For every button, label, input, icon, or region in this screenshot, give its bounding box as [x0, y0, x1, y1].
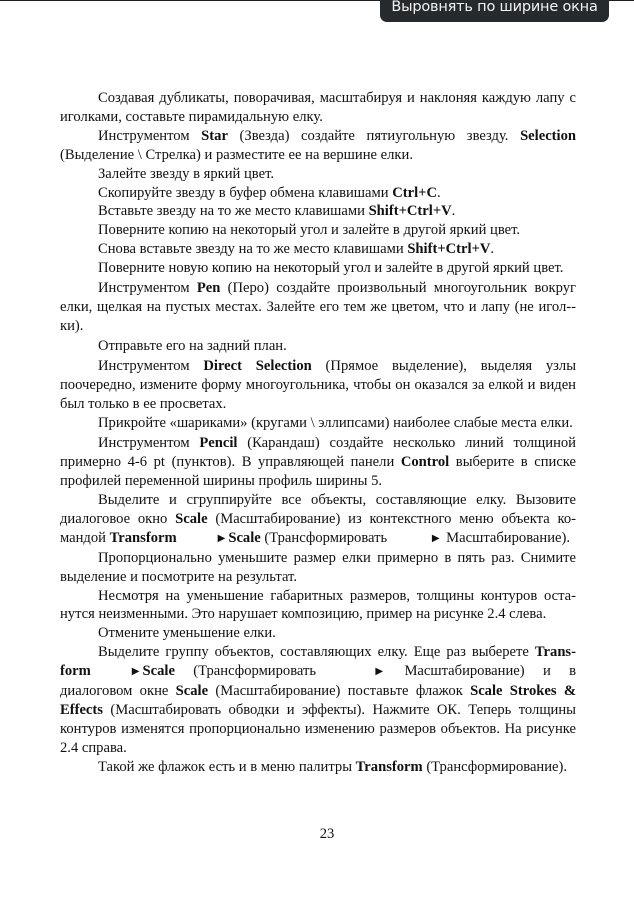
menu-arrow-icon: ▶ [375, 666, 384, 678]
paragraph: Поверните копию на некоторый угол и залейте в другой яркий цвет. [98, 222, 521, 239]
paragraph: Инструментом Pencil (Карандаш) создайте несколько линий толщиной примерно 4-6 pt (пунктов). В управляющей панели Control выберите в списке профилей переменной ширины профиль ширины 5. [60, 435, 577, 490]
menu-arrow-icon: ▶ [431, 532, 440, 544]
bold-term: Transform [109, 529, 177, 546]
menu-arrow-icon: ▶ [217, 532, 226, 544]
paragraph: Поверните новую копию на некоторый угол и залейте в другой яркий цвет. [98, 260, 564, 277]
bold-term: Scale [175, 510, 208, 527]
bold-term: Selection [520, 127, 576, 144]
bold-term: Direct Selection [203, 357, 312, 374]
bold-term: Transform [355, 758, 423, 775]
bold-term: Scale [228, 529, 261, 546]
bold-term: Control [400, 454, 450, 471]
paragraph: Выделите и сгруппируйте все объекты, составляющие елку. Вызовите диалоговое окно Scale (Масштабирование) из контекстного меню объекта командой Transform ▶ Scale (Трансформировать ▶ Масштабирование). [60, 491, 576, 549]
paragraph: Прикройте «шариками» (кругами \ эллипсами) наиболее слабые места елки. [98, 415, 573, 432]
paragraph: Инструментом Star (Звезда) создайте пятиугольную звезду. Selection (Выделение \ Стрелка) и разместите ее на вершине елки. [60, 127, 576, 163]
bold-term: Pen [196, 280, 221, 297]
bold-term: Transform [60, 644, 576, 680]
bold-term: Ctrl+C [392, 184, 438, 201]
paragraph: Снова вставьте звезду на то же место клавишами Shift+Ctrl+V. [98, 241, 495, 258]
paragraph: Отправьте его на задний план. [98, 337, 287, 354]
bold-term: Shift+Ctrl+V [368, 203, 452, 220]
bold-term: Scale [142, 663, 175, 680]
paragraph: Скопируйте звезду в буфер обмена клавишами Ctrl+C. [98, 184, 441, 201]
bold-term: Shift+Ctrl+V [407, 241, 491, 258]
fit-width-tooltip: Выровнять по ширине окна [380, 0, 609, 22]
paragraph: Залейте звезду в яркий цвет. [98, 165, 275, 182]
paragraph: Отмените уменьшение елки. [98, 625, 276, 642]
page-number: 23 [319, 826, 335, 842]
document-page-body [60, 89, 576, 777]
paragraph: Инструментом Direct Selection (Прямое выделение), выделяя узлы поочередно, измените форму многоугольника, чтобы он оказался за елкой и виден был только в ее просветах. [60, 357, 577, 412]
paragraph: Выделите группу объектов, составляющих елку. Еще раз выберете Transform ▶ Scale (Трансформировать ▶ Масштабирование) и в диалоговом окне Scale (Масштабирование) поставьте флажок Scale Strokes & Effects (Масштабировать обводки и эффекты). Нажмите ОК. Теперь толщины контуров изменятся пропорционально изменению размеров объектов. На рисунке 2.4 справа. [60, 644, 577, 756]
paragraph: Инструментом Pen (Перо) создайте произвольный многоугольник вокруг елки, щелкая на пустых местах. Залейте его тем же цветом, что и лапу (не игол-ки). [60, 280, 577, 334]
bold-term: Star [201, 127, 228, 144]
bold-term: Pencil [199, 435, 238, 452]
bold-term: Scale [175, 683, 209, 700]
paragraph: Такой же флажок есть и в меню палитры Transform (Трансформирование). [98, 758, 568, 775]
paragraph: Несмотря на уменьшение габаритных размеров, толщины контуров останутся неизменными. Это нарушает композицию, пример на рисунке 2.4 слева. [60, 587, 576, 623]
bold-term: Scale Strokes & Effects [60, 683, 577, 718]
paragraph: Пропорционально уменьшите размер елки примерно в пять раз. Снимите выделение и посмотрите на результат. [60, 549, 576, 585]
paragraph: Создавая дубликаты, поворачивая, масштабируя и наклоняя каждую лапу с иголками, составьте пирамидальную елку. [60, 90, 576, 125]
paragraph: Вставьте звезду на то же место клавишами Shift+Ctrl+V. [98, 203, 456, 220]
menu-arrow-icon: ▶ [131, 666, 140, 678]
